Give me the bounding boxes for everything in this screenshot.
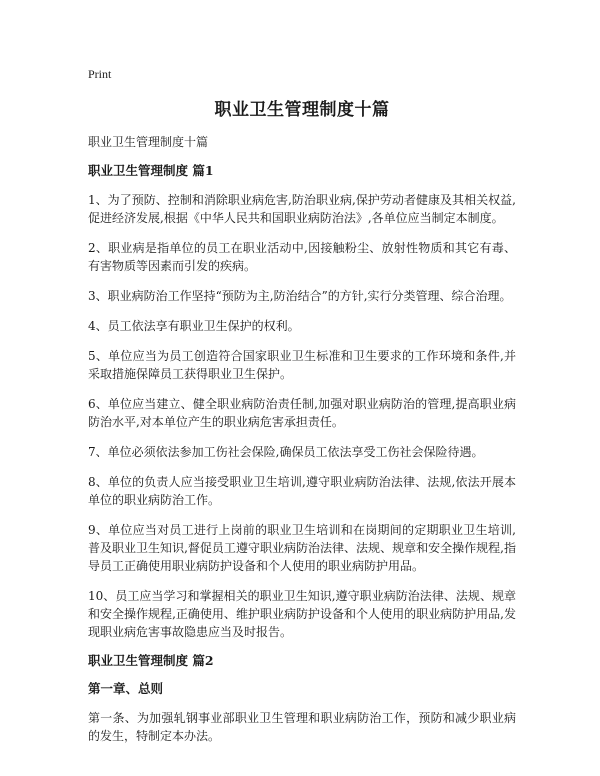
- section-2-heading: 职业卫生管理制度 篇2: [88, 653, 214, 668]
- document-subtitle: 职业卫生管理制度十篇: [88, 135, 209, 149]
- page-title: 职业卫生管理制度十篇: [214, 100, 390, 120]
- section-1-paragraph-4: 4、员工依法享有职业卫生保护的权利。: [88, 319, 300, 333]
- section-1-paragraph-5: 5、单位应当为员工创造符合国家职业卫生标准和卫生要求的工作环境和条件,并采取措施保障员工获得职业卫生保护。: [88, 349, 516, 381]
- section-1-paragraph-10: 10、员工应当学习和掌握相关的职业卫生知识,遵守职业病防治法律、法规、规章和安全操作规程,正确使用、维护职业病防护设备和个人使用的职业病防护用品,发现职业病危害事故隐患应当及时报告。: [88, 589, 516, 639]
- chapter-1-heading: 第一章、总则: [88, 681, 164, 696]
- document-page: [88, 66, 516, 757]
- section-1-heading: 职业卫生管理制度 篇1: [88, 163, 214, 178]
- section-1-paragraph-1: 1、为了预防、控制和消除职业病危害,防治职业病,保护劳动者健康及其相关权益,促进经济发展,根据《中华人民共和国职业病防治法》,各单位应当制定本制度。: [88, 193, 516, 225]
- section-1-paragraph-7: 7、单位必须依法参加工伤社会保险,确保员工依法享受工伤社会保险待遇。: [88, 445, 484, 459]
- print-link[interactable]: Print: [88, 67, 112, 81]
- section-1-paragraph-6: 6、单位应当建立、健全职业病防治责任制,加强对职业病防治的管理,提高职业病防治水平,对本单位产生的职业病危害承担责任。: [88, 397, 516, 429]
- section-1-paragraph-3: 3、职业病防治工作坚持“预防为主,防治结合”的方针,实行分类管理、综合治理。: [88, 289, 512, 303]
- section-1-paragraph-2: 2、职业病是指单位的员工在职业活动中,因接触粉尘、放射性物质和其它有毒、有害物质等因素而引发的疾病。: [88, 241, 516, 273]
- section-1-paragraph-9: 9、单位应当对员工进行上岗前的职业卫生培训和在岗期间的定期职业卫生培训,普及职业卫生知识,督促员工遵守职业病防治法律、法规、规章和安全操作规程,指导员工正确使用职业病防护设备和个人使用的职业病防护用品。: [88, 523, 516, 573]
- section-1-paragraph-8: 8、单位的负责人应当接受职业卫生培训,遵守职业病防治法律、法规,依法开展本单位的职业病防治工作。: [88, 475, 516, 507]
- section-2-paragraph-1: 第一条、为加强轧钢事业部职业卫生管理和职业病防治工作，预防和减少职业病的发生，特制定本办法。: [88, 711, 516, 743]
